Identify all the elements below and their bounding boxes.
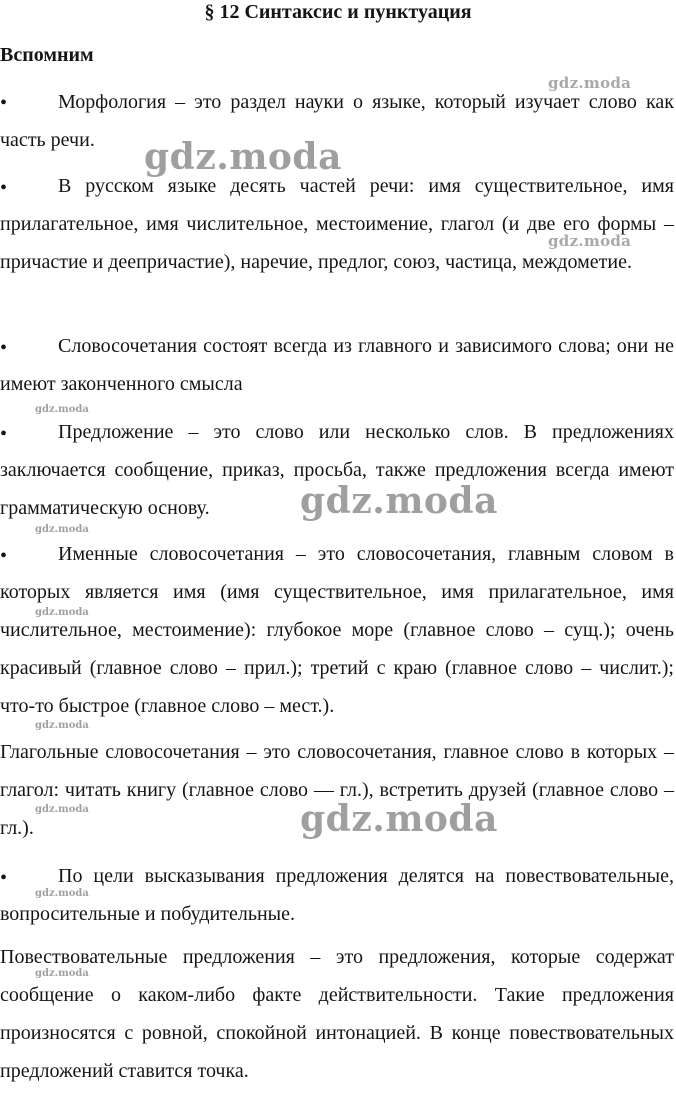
paragraph-nominal-combinations: Именные словосочетания – это словосочетания, главным словом в которых является имя (имя существительное, имя прилагательное, имя числительное, местоимение): глубокое море (главное слово – сущ.); очень красивый (главное слово – прил.); третий с краю (главное слово – числит.); что-то быстрое (главное слово – мест.). <box>0 543 674 717</box>
bullet-icon: • <box>0 867 8 889</box>
watermark-text: gdz.moda <box>35 607 89 618</box>
watermark-text: gdz.moda <box>300 798 498 840</box>
bullet-icon: • <box>0 545 8 567</box>
section-subheading: Вспомним <box>0 44 94 66</box>
paragraph-parts-of-speech: В русском языке десять частей речи: имя существительное, имя прилагательное, имя числительное, местоимение, глагол (и две его формы – причастие и деепричастие), наречие, предлог, союз, частица, междометие. <box>0 175 674 273</box>
bullet-icon: • <box>0 337 8 359</box>
bullet-icon: • <box>0 92 8 114</box>
paragraph-morphology: Морфология – это раздел науки о языке, который изучает слово как часть речи. <box>0 91 674 151</box>
watermark-text: gdz.moda <box>35 720 89 731</box>
watermark-text: gdz.moda <box>35 888 89 899</box>
watermark-text: gdz.moda <box>35 804 89 815</box>
watermark-text: gdz.moda <box>548 74 632 92</box>
watermark-text: gdz.moda <box>548 232 632 250</box>
paragraph-word-combinations: Словосочетания состоят всегда из главного и зависимого слова; они не имеют законченного смысла <box>0 335 674 395</box>
paragraph-declarative-sentences: Повествовательные предложения – это предложения, которые содержат сообщение о каком-либо факте действительности. Такие предложения произносятся с ровной, спокойной интонацией. В конце повествовательных предложений ставится точка. <box>0 946 674 1082</box>
paragraph-purpose-of-statement: По цели высказывания предложения делятся на повествовательные, вопросительные и побудительные. <box>0 865 674 925</box>
bullet-icon: • <box>0 423 8 445</box>
watermark-text: gdz.moda <box>35 968 89 979</box>
watermark-text: gdz.moda <box>35 524 89 535</box>
watermark-text: gdz.moda <box>144 136 342 178</box>
bullet-icon: • <box>0 177 8 199</box>
paragraph-sentence: Предложение – это слово или несколько слов. В предложениях заключается сообщение, приказ, просьба, также предложения всегда имеют грамматическую основу. <box>0 421 674 519</box>
watermark-text: gdz.moda <box>300 480 498 522</box>
watermark-text: gdz.moda <box>35 404 89 415</box>
page-title: § 12 Синтаксис и пунктуация <box>204 1 472 23</box>
paragraph-verbal-combinations: Глагольные словосочетания – это словосочетания, главное слово в которых – глагол: читать книгу (главное слово — гл.), встретить друзей (главное слово – гл.). <box>0 741 674 839</box>
